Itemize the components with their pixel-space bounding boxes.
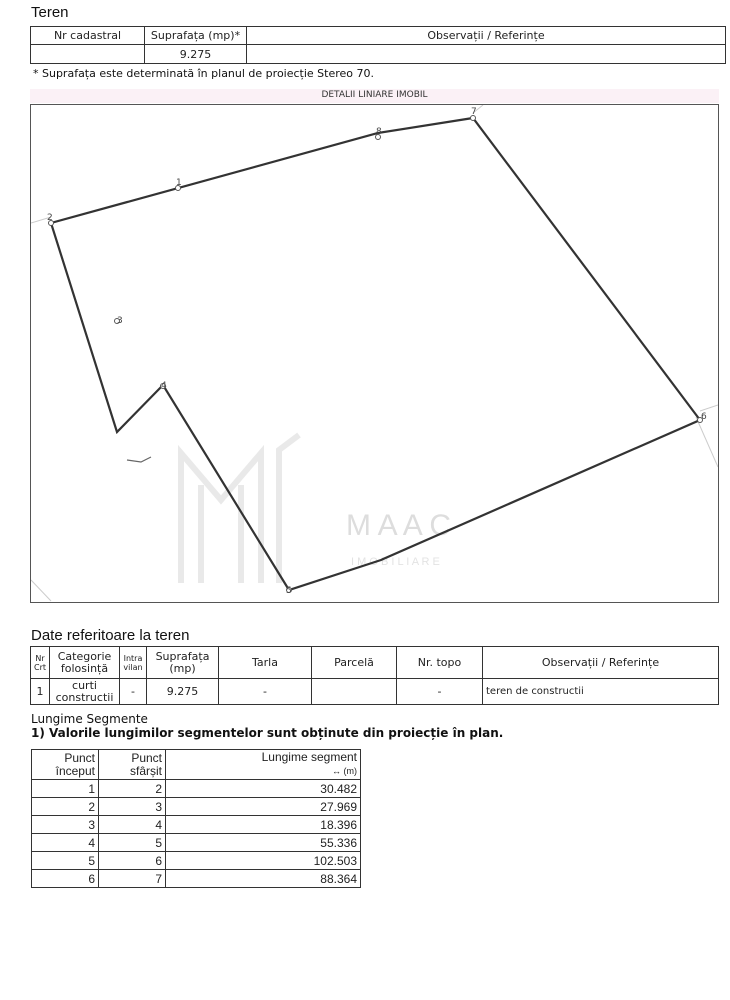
header-nr-crt: Nr Crt [31, 647, 50, 679]
teren-table [30, 26, 726, 64]
point-label-3: 3 [117, 316, 123, 326]
segment-end-cell: 3 [99, 798, 166, 816]
segment-end-cell: 6 [99, 852, 166, 870]
cell-parcela [312, 679, 397, 705]
plan-drawing [30, 104, 719, 603]
segment-start-cell: 3 [32, 816, 99, 834]
header-lungime-segment [166, 750, 361, 780]
neighbor-line [31, 580, 51, 601]
header-observatii-2: Observații / Referințe [483, 647, 719, 679]
table-row [32, 816, 361, 834]
plan-title: DETALII LINIARE IMOBIL [321, 90, 428, 100]
point-label-1: 1 [176, 178, 182, 188]
segmente-table [31, 749, 361, 888]
segment-start-cell: 6 [32, 870, 99, 888]
header-suprafata-2: Suprafața (mp) [147, 647, 219, 679]
header-parcela: Parcelă [312, 647, 397, 679]
segmente-title: Lungime Segmente [31, 712, 148, 726]
neighbor-line [696, 417, 718, 467]
header-observatii: Observații / Referințe [247, 27, 726, 45]
segment-length-cell: 27.969 [166, 798, 361, 816]
cell-suprafata: 9.275 [145, 45, 247, 64]
table-row [32, 852, 361, 870]
neighbor-line [700, 405, 718, 411]
segment-end-cell: 4 [99, 816, 166, 834]
header-nr-topo: Nr. topo [397, 647, 483, 679]
table-row [32, 798, 361, 816]
header-lungime-unit: ↔ (m) [331, 766, 357, 776]
header-suprafata: Suprafața (mp)* [145, 27, 247, 45]
date-referitoare-table [30, 646, 719, 705]
segment-end-cell: 2 [99, 780, 166, 798]
segment-length-cell: 30.482 [166, 780, 361, 798]
segmente-body [32, 780, 361, 888]
segment-length-cell: 88.364 [166, 870, 361, 888]
point-label-8: 8 [376, 127, 382, 137]
cell-nr-cadastral [31, 45, 145, 64]
point-label-6: 6 [701, 412, 707, 422]
teren-title: Teren [31, 4, 69, 21]
point-label-7: 7 [471, 107, 477, 117]
segment-start-cell: 1 [32, 780, 99, 798]
cell-observatii-2: teren de constructii [483, 679, 719, 705]
point-label-2: 2 [47, 213, 53, 223]
segment-start-cell: 2 [32, 798, 99, 816]
segment-end-cell: 7 [99, 870, 166, 888]
header-categorie: Categorie folosință [50, 647, 120, 679]
table-row [32, 780, 361, 798]
unit-label: (m) [343, 766, 357, 776]
header-intravilan: Intra vilan [120, 647, 147, 679]
cell-tarla: - [219, 679, 312, 705]
stray-mark [127, 457, 151, 462]
watermark-subtext: I M O B I L I A R E [351, 556, 440, 568]
segment-start-cell: 5 [32, 852, 99, 870]
header-punct-sfarsit: Punct sfârșit [99, 750, 166, 780]
cell-categorie: curti constructii [50, 679, 120, 705]
header-nr-cadastral: Nr cadastral [31, 27, 145, 45]
point-label-5: 5 [286, 586, 292, 596]
segment-start-cell: 4 [32, 834, 99, 852]
table-row [32, 834, 361, 852]
point-label-4: 4 [161, 381, 167, 391]
header-tarla: Tarla [219, 647, 312, 679]
header-lungime-label: Lungime segment [261, 750, 357, 764]
segment-end-cell: 5 [99, 834, 166, 852]
table-row [32, 870, 361, 888]
segment-length-cell: 102.503 [166, 852, 361, 870]
cell-intravilan: - [120, 679, 147, 705]
cell-nr-crt: 1 [31, 679, 50, 705]
segment-length-cell: 18.396 [166, 816, 361, 834]
date-referitoare-title: Date referitoare la teren [31, 627, 190, 644]
teren-footnote: * Suprafața este determinată în planul de proiecție Stereo 70. [33, 67, 375, 80]
cell-suprafata-2: 9.275 [147, 679, 219, 705]
cell-nr-topo: - [397, 679, 483, 705]
segmente-note: 1) Valorile lungimilor segmentelor sunt obținute din proiecție în plan. [31, 726, 504, 740]
watermark-text: M A A C [346, 509, 452, 542]
segment-length-cell: 55.336 [166, 834, 361, 852]
cell-observatii [247, 45, 726, 64]
header-punct-inceput: Punct început [32, 750, 99, 780]
plan-svg [31, 105, 718, 602]
